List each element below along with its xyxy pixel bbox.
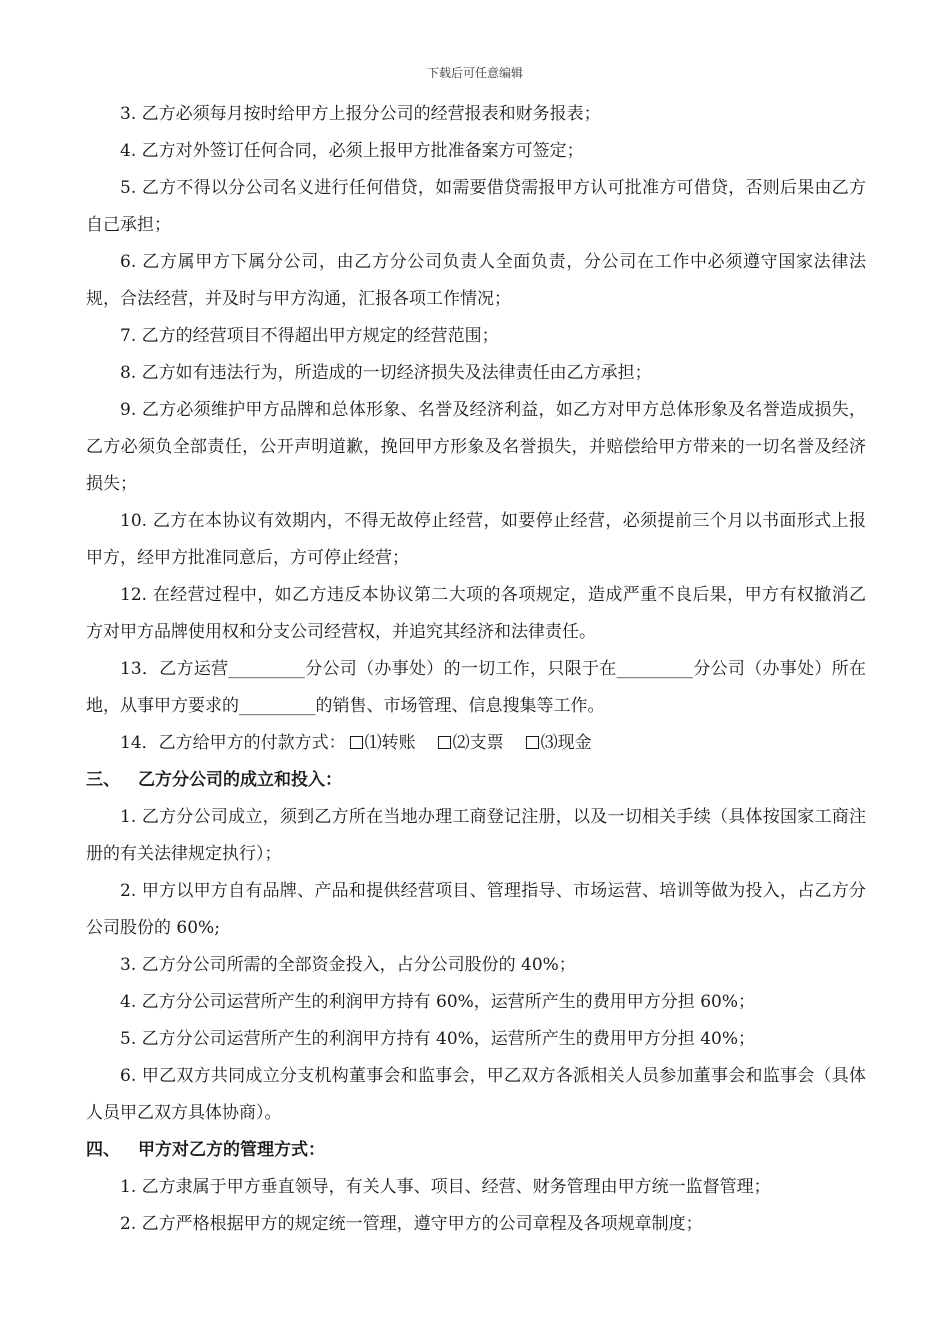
clause-2-7: 7. 乙方的经营项目不得超出甲方规定的经营范围；: [120, 326, 499, 346]
clause-2-12: 12. 在经营过程中，如乙方违反本协议第二大项的各项规定，造成严重不良后果，甲方有权撤消乙方对甲方品牌使用权和分支公司经营权，并追究其经济和法律责任。: [86, 585, 866, 642]
clause-3-4: 4. 乙方分公司运营所产生的利润甲方持有 60%，运营所产生的费用甲方分担 60%；: [120, 992, 755, 1012]
clause-3-6: 6. 甲乙双方共同成立分支机构董事会和监事会，甲乙双方各派相关人员参加董事会和监事会（具体人员甲乙双方具体协商）。: [86, 1066, 866, 1123]
checkbox-check[interactable]: [438, 736, 451, 749]
payment-label: 14．乙方给甲方的付款方式：: [120, 733, 346, 753]
checkbox-transfer[interactable]: [350, 736, 363, 749]
clause-2-8: 8. 乙方如有违法行为，所造成的一切经济损失及法律责任由乙方承担；: [120, 363, 652, 383]
clause-3-5: 5. 乙方分公司运营所产生的利润甲方持有 40%，运营所产生的费用甲方分担 40%；: [120, 1029, 755, 1049]
section-4-number: 四、: [86, 1140, 120, 1160]
clause-2-13: 13．乙方运营_________分公司（办事处）的一切工作，只限于在_________分公司（办事处）所在地，从事甲方要求的_________的销售、市场管理、信息搜集等工作。: [86, 659, 866, 716]
clause-2-6: 6. 乙方属甲方下属分公司，由乙方分公司负责人全面负责，分公司在工作中必须遵守国家法律法规，合法经营，并及时与甲方沟通，汇报各项工作情况；: [86, 252, 866, 309]
payment-option-check: ⑵支票: [452, 733, 504, 753]
document-body: [86, 96, 866, 1243]
clause-4-2: 2. 乙方严格根据甲方的规定统一管理，遵守甲方的公司章程及各项规章制度；: [120, 1214, 703, 1234]
clause-2-3: 3. 乙方必须每月按时给甲方上报分公司的经营报表和财务报表；: [120, 104, 601, 124]
page-header-note: 下载后可任意编辑: [426, 66, 523, 80]
payment-option-cash: ⑶现金: [540, 733, 592, 753]
clause-3-3: 3. 乙方分公司所需的全部资金投入，占分公司股份的 40%；: [120, 955, 576, 975]
section-3-number: 三、: [86, 770, 120, 790]
section-4-heading: [86, 1132, 866, 1169]
clause-2-4: 4. 乙方对外签订任何合同，必须上报甲方批准备案方可签定；: [120, 141, 584, 161]
clause-2-5: 5. 乙方不得以分公司名义进行任何借贷，如需要借贷需报甲方认可批准方可借贷，否则后果由乙方自己承担；: [86, 178, 866, 235]
clause-4-1: 1. 乙方隶属于甲方垂直领导，有关人事、项目、经营、财务管理由甲方统一监督管理；: [120, 1177, 771, 1197]
clause-3-1: 1. 乙方分公司成立，须到乙方所在当地办理工商登记注册，以及一切相关手续（具体按国家工商注册的有关法律规定执行）；: [86, 807, 866, 864]
section-4-title: 甲方对乙方的管理方式：: [138, 1140, 325, 1160]
clause-2-14-payment: [86, 725, 866, 762]
checkbox-cash[interactable]: [526, 736, 539, 749]
section-3-title: 乙方分公司的成立和投入：: [138, 770, 342, 790]
section-3-heading: [86, 762, 866, 799]
payment-option-transfer: ⑴转账: [364, 733, 416, 753]
clause-3-2: 2. 甲方以甲方自有品牌、产品和提供经营项目、管理指导、市场运营、培训等做为投入，占乙方分公司股份的 60%;: [86, 881, 866, 938]
clause-2-10: 10. 乙方在本协议有效期内，不得无故停止经营，如要停止经营，必须提前三个月以书面形式上报甲方，经甲方批准同意后，方可停止经营；: [86, 511, 866, 568]
clause-2-9: 9. 乙方必须维护甲方品牌和总体形象、名誉及经济利益，如乙方对甲方总体形象及名誉造成损失，乙方必须负全部责任，公开声明道歉，挽回甲方形象及名誉损失，并赔偿给甲方带来的一切名誉及经济损失；: [86, 400, 866, 494]
